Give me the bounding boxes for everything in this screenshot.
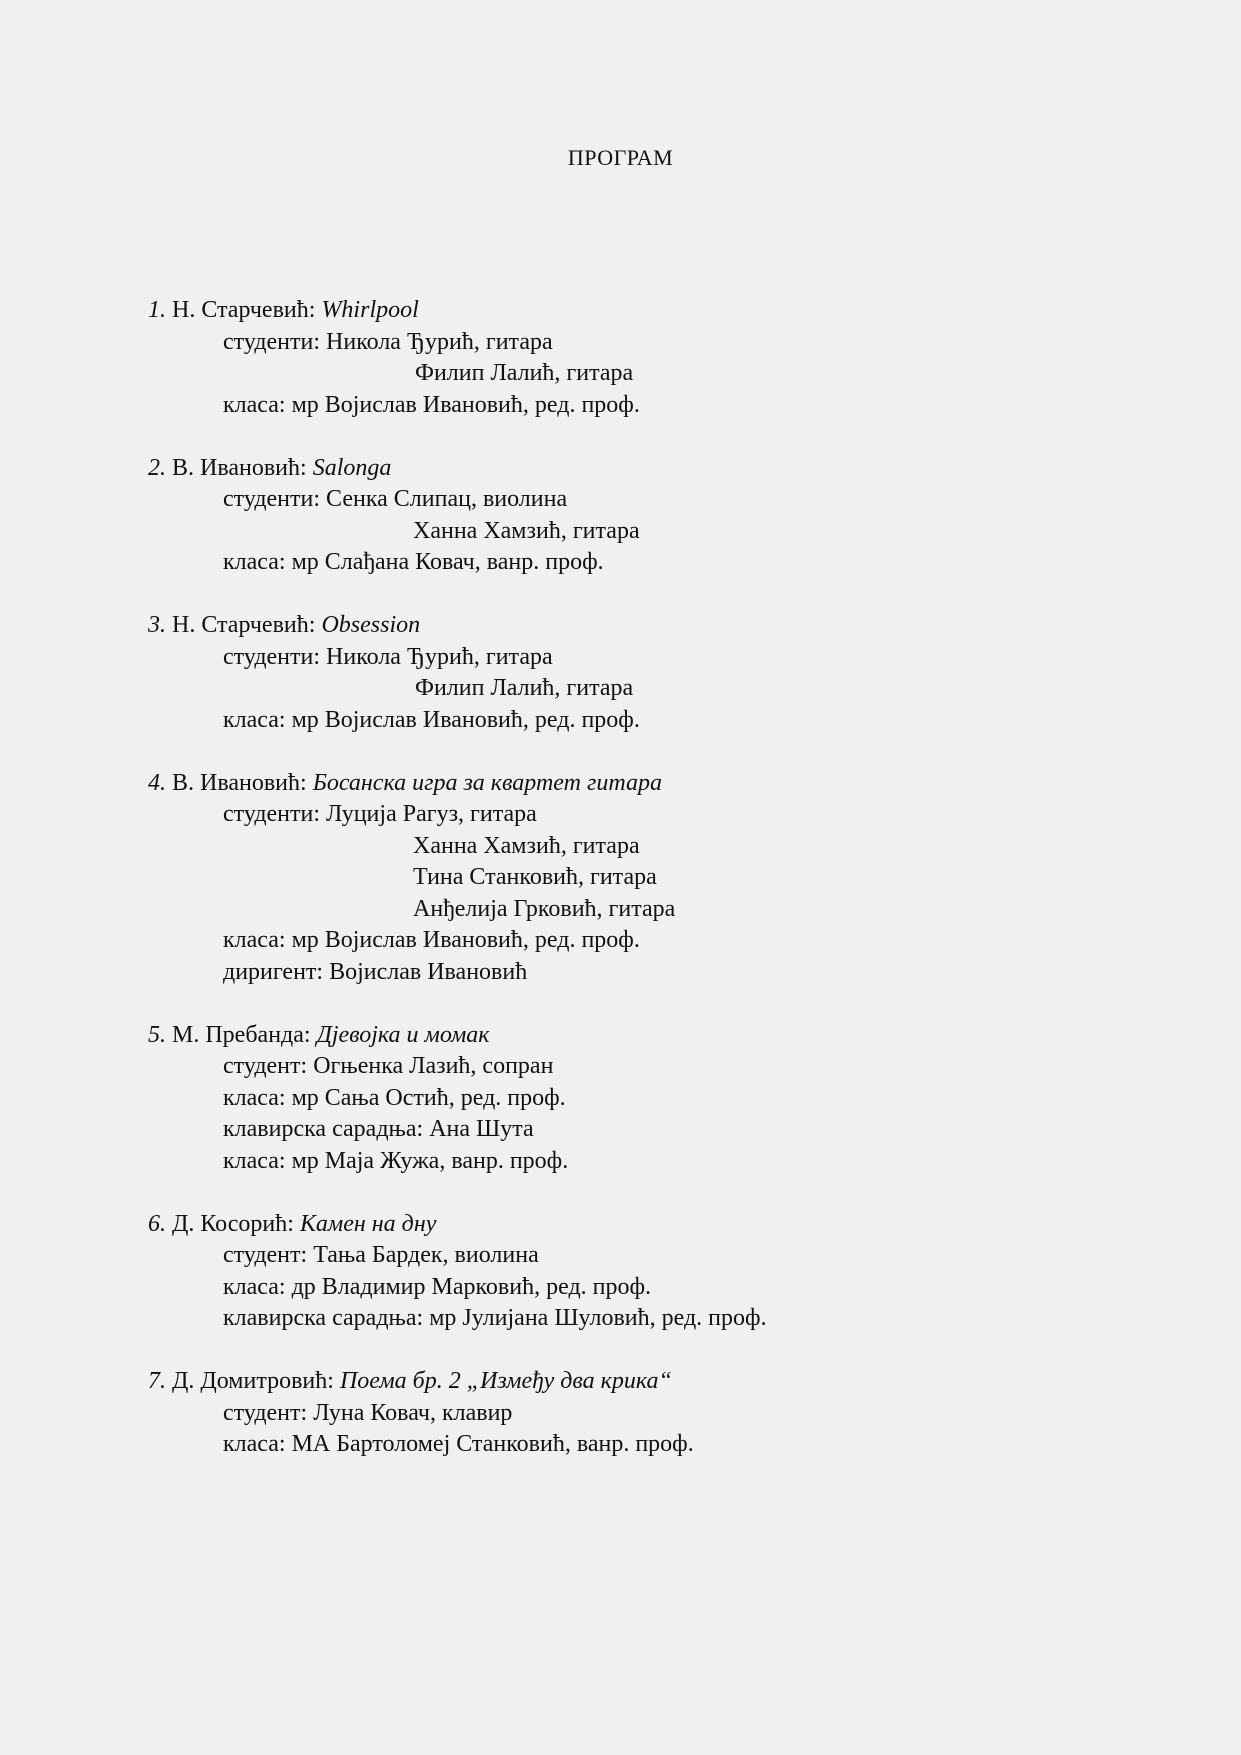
piano-value: мр Јулијана Шуловић, ред. проф. bbox=[429, 1305, 767, 1331]
students-continuation bbox=[148, 894, 1148, 926]
work-title: Whirlpool bbox=[321, 297, 419, 323]
student-label: студент: bbox=[223, 1399, 308, 1426]
item-heading bbox=[148, 768, 1148, 800]
conductor-value: Војислав Ивановић bbox=[329, 958, 528, 985]
students-continuation bbox=[148, 862, 1148, 894]
student-entry: Тања Бардек, виолина bbox=[313, 1242, 539, 1268]
program-item-2 bbox=[148, 453, 1148, 579]
student-entry: Сенка Слипац, виолина bbox=[326, 486, 568, 512]
work-title: Босанска игра за квартет гитара bbox=[312, 769, 662, 796]
class-value: мр Војислав Ивановић, ред. проф. bbox=[291, 927, 640, 953]
piano-value: Ана Шута bbox=[429, 1116, 534, 1142]
class-line bbox=[148, 705, 1148, 737]
class-label: класа: bbox=[223, 927, 286, 953]
item-number: 7. bbox=[148, 1368, 166, 1394]
piano-line bbox=[148, 1303, 1148, 1335]
item-heading bbox=[148, 610, 1148, 642]
student-entry: Никола Ђурић, гитара bbox=[326, 643, 553, 670]
students-continuation bbox=[148, 358, 1148, 390]
student-entry: Огњенка Лазић, сопран bbox=[313, 1053, 554, 1079]
program-item-6 bbox=[148, 1209, 1148, 1335]
page-title: ПРОГРАМ bbox=[567, 145, 674, 170]
class-label: класа: bbox=[223, 1084, 286, 1111]
item-number: 1. bbox=[148, 297, 166, 323]
class-value: МА Бартоломеј Станковић, ванр. проф. bbox=[291, 1431, 694, 1457]
composer: Д. Косорић: bbox=[172, 1210, 294, 1237]
item-heading bbox=[148, 1209, 1148, 1241]
program-item-5 bbox=[148, 1020, 1148, 1178]
piano-line bbox=[148, 1114, 1148, 1146]
composer: Н. Старчевић: bbox=[172, 297, 316, 323]
item-heading bbox=[148, 453, 1148, 485]
class-value: мр Маја Жужа, ванр. проф. bbox=[291, 1147, 569, 1174]
class-value: мр Слађана Ковач, ванр. проф. bbox=[291, 549, 604, 575]
class-value: др Владимир Марковић, ред. проф. bbox=[291, 1273, 652, 1300]
class-line-2 bbox=[148, 1146, 1148, 1178]
student-label: студент: bbox=[223, 1242, 308, 1268]
composer: В. Ивановић: bbox=[172, 454, 307, 481]
class-line bbox=[148, 390, 1148, 422]
work-title: Камен на дну bbox=[299, 1210, 437, 1237]
program-list bbox=[148, 295, 1148, 1492]
student-entry: Никола Ђурић, гитара bbox=[326, 328, 553, 355]
students-line bbox=[148, 799, 1148, 831]
class-line bbox=[148, 547, 1148, 579]
item-heading bbox=[148, 1020, 1148, 1052]
student-entry: Ханна Хамзић, гитара bbox=[413, 517, 640, 544]
program-item-1 bbox=[148, 295, 1148, 421]
students-continuation bbox=[148, 673, 1148, 705]
item-number: 6. bbox=[148, 1210, 166, 1237]
students-label: студенти: bbox=[223, 643, 321, 670]
students-line bbox=[148, 642, 1148, 674]
program-item-7 bbox=[148, 1366, 1148, 1461]
student-entry: Филип Лалић, гитара bbox=[415, 360, 634, 386]
item-number: 4. bbox=[148, 769, 166, 796]
program-item-4 bbox=[148, 768, 1148, 989]
conductor-label: диригент: bbox=[223, 958, 324, 985]
class-value: мр Војислав Ивановић, ред. проф. bbox=[291, 706, 640, 733]
class-line bbox=[148, 925, 1148, 957]
piano-label: клавирска сарадња: bbox=[223, 1305, 424, 1331]
item-heading bbox=[148, 295, 1148, 327]
item-heading bbox=[148, 1366, 1148, 1398]
composer: М. Пребанда: bbox=[172, 1021, 311, 1048]
work-title: Дјевојка и момак bbox=[316, 1021, 490, 1048]
students-line bbox=[148, 327, 1148, 359]
student-entry: Тина Станковић, гитара bbox=[413, 864, 657, 890]
composer: Д. Домитровић: bbox=[172, 1368, 334, 1394]
class-label: класа: bbox=[223, 391, 286, 418]
composer: В. Ивановић: bbox=[172, 769, 307, 796]
class-line bbox=[148, 1272, 1148, 1304]
student-entry: Филип Лалић, гитара bbox=[415, 675, 634, 701]
students-label: студенти: bbox=[223, 486, 321, 512]
composer: Н. Старчевић: bbox=[172, 612, 316, 638]
work-title: Salonga bbox=[312, 454, 392, 481]
student-entry: Анђелија Грковић, гитара bbox=[413, 895, 676, 922]
student-entry: Ханна Хамзић, гитара bbox=[413, 832, 640, 859]
student-line bbox=[148, 1398, 1148, 1430]
class-value: мр Војислав Ивановић, ред. проф. bbox=[291, 391, 640, 418]
students-continuation bbox=[148, 516, 1148, 548]
student-entry: Луција Рагуз, гитара bbox=[326, 801, 537, 827]
student-label: студент: bbox=[223, 1053, 308, 1079]
class-label: класа: bbox=[223, 1147, 286, 1174]
class-line bbox=[148, 1429, 1148, 1461]
program-item-3 bbox=[148, 610, 1148, 736]
student-entry: Луна Ковач, клавир bbox=[313, 1399, 513, 1426]
student-line bbox=[148, 1051, 1148, 1083]
student-line bbox=[148, 1240, 1148, 1272]
students-continuation bbox=[148, 831, 1148, 863]
work-title: Поема бр. 2 „Између два крика“ bbox=[339, 1368, 672, 1394]
students-line bbox=[148, 484, 1148, 516]
class-label: класа: bbox=[223, 706, 286, 733]
item-number: 2. bbox=[148, 454, 166, 481]
conductor-line bbox=[148, 957, 1148, 989]
item-number: 5. bbox=[148, 1021, 166, 1048]
class-line bbox=[148, 1083, 1148, 1115]
piano-label: клавирска сарадња: bbox=[223, 1116, 424, 1142]
item-number: 3. bbox=[148, 612, 166, 638]
work-title: Obsession bbox=[321, 612, 421, 638]
students-label: студенти: bbox=[223, 328, 321, 355]
class-label: класа: bbox=[223, 1431, 286, 1457]
class-label: класа: bbox=[223, 549, 286, 575]
class-label: класа: bbox=[223, 1273, 286, 1300]
students-label: студенти: bbox=[223, 801, 321, 827]
class-value: мр Сања Остић, ред. проф. bbox=[291, 1084, 566, 1111]
